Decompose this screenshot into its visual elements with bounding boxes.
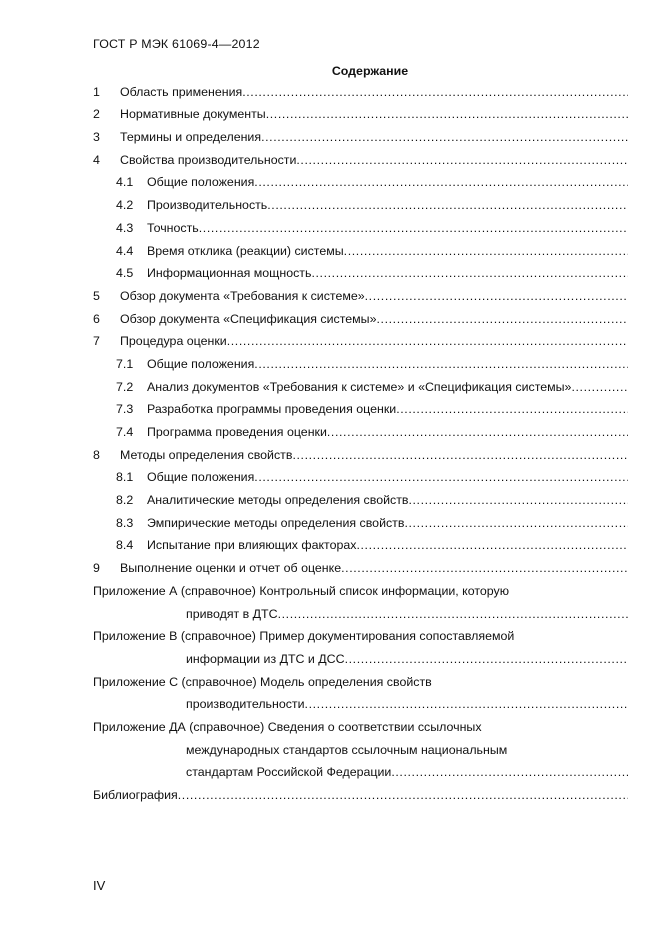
toc-entry-title: Выполнение оценки и отчет об оценке [120, 561, 342, 576]
dot-leader [408, 493, 628, 508]
dot-leader [396, 402, 628, 417]
toc-entry-title: Свойства производительности [120, 152, 297, 167]
toc-entry-title: Процедура оценки [120, 334, 227, 349]
dot-leader [242, 85, 628, 100]
table-of-contents [93, 81, 628, 807]
dot-leader [327, 425, 628, 440]
dot-leader [178, 788, 628, 803]
toc-entry-number: 8 [93, 447, 100, 462]
toc-entry-number: 4.3 [116, 220, 134, 235]
dot-leader [199, 221, 628, 236]
toc-entry-number: 8.2 [116, 493, 134, 508]
toc-entry-title: Методы определения свойств [120, 447, 293, 462]
toc-entry[interactable] [93, 331, 628, 354]
toc-entry-title: Область применения [120, 84, 243, 99]
toc-subentry[interactable] [93, 512, 628, 535]
toc-entry-number: 3 [93, 130, 100, 145]
appendix-title-line: Приложение В (справочное) Пример документирования сопоставляемой [93, 629, 515, 644]
dot-leader [292, 448, 628, 463]
toc-entry-title: Термины и определения [120, 130, 262, 145]
dot-leader [571, 380, 628, 395]
toc-subentry[interactable] [93, 376, 628, 399]
toc-entry-title: Время отклика (реакции) системы [147, 243, 344, 258]
toc-appendix-b[interactable] [93, 626, 628, 671]
toc-subentry[interactable] [93, 399, 628, 422]
toc-subentry[interactable] [93, 263, 628, 286]
toc-entry-number: 7.3 [116, 402, 134, 417]
toc-entry-number: 8.1 [116, 470, 134, 485]
appendix-title-line: Приложение С (справочное) Модель определения свойств [93, 674, 432, 689]
toc-entry-number: 8.3 [116, 515, 134, 530]
toc-entry-number: 4 [93, 152, 100, 167]
toc-entry-number: 6 [93, 311, 100, 326]
dot-leader [267, 198, 628, 213]
dot-leader [376, 312, 628, 327]
bibliography-title: Библиография [93, 788, 178, 802]
toc-appendix-c[interactable] [93, 671, 628, 716]
toc-entry-title: Эмпирические методы определения свойств [147, 515, 405, 530]
dot-leader [365, 289, 628, 304]
page-number: IV [93, 878, 106, 893]
appendix-title-line: международных стандартов ссылочным национальным [186, 742, 508, 757]
dot-leader [404, 516, 628, 531]
dot-leader [344, 244, 628, 259]
dot-leader [254, 470, 628, 485]
toc-entry-number: 2 [93, 107, 100, 122]
toc-entry[interactable] [93, 149, 628, 172]
toc-entry-number: 9 [93, 561, 100, 576]
toc-entry-title: Анализ документов «Требования к системе» и «Спецификация системы» [147, 379, 572, 394]
toc-entry-number: 7 [93, 334, 100, 349]
toc-entry-number: 4.1 [116, 175, 134, 190]
toc-subentry[interactable] [93, 172, 628, 195]
toc-entry-title: Аналитические методы определения свойств [147, 493, 409, 508]
toc-appendix-a[interactable] [93, 580, 628, 625]
document-header-id: ГОСТ Р МЭК 61069-4—2012 [93, 37, 260, 51]
toc-entry[interactable] [93, 104, 628, 127]
toc-subentry[interactable] [93, 489, 628, 512]
appendix-title-last-line: информации из ДТС и ДСС [186, 651, 345, 666]
toc-subentry[interactable] [93, 353, 628, 376]
toc-subentry[interactable] [93, 240, 628, 263]
toc-subentry[interactable] [93, 535, 628, 558]
toc-entry-number: 7.2 [116, 379, 134, 394]
toc-entry-title: Программа проведения оценки [147, 425, 327, 439]
toc-entry-title: Точность [147, 220, 199, 235]
toc-entry-number: 4.5 [116, 266, 134, 281]
toc-subentry[interactable] [93, 217, 628, 240]
toc-entry[interactable] [93, 285, 628, 308]
toc-entry-title: Испытание при влияющих факторах [147, 538, 357, 553]
appendix-title-last-line: производительности [186, 697, 305, 712]
dot-leader [278, 607, 628, 622]
toc-entry-title: Нормативные документы [120, 107, 266, 122]
toc-entry-title: Обзор документа «Требования к системе» [120, 288, 365, 303]
toc-subentry[interactable] [93, 467, 628, 490]
dot-leader [254, 175, 628, 190]
dot-leader [254, 357, 628, 372]
toc-entry[interactable] [93, 444, 628, 467]
appendix-title-line: Приложение А (справочное) Контрольный список информации, которую [93, 583, 510, 598]
dot-leader [305, 697, 628, 712]
toc-entry-number: 4.4 [116, 243, 134, 258]
toc-entry[interactable] [93, 308, 628, 331]
toc-entry-title: Общие положения [147, 175, 255, 190]
toc-bibliography[interactable] [93, 784, 628, 807]
toc-entry[interactable] [93, 557, 628, 580]
toc-entry-title: Разработка программы проведения оценки [147, 402, 397, 417]
toc-title: Содержание [331, 64, 409, 78]
dot-leader [296, 153, 628, 168]
dot-leader [341, 561, 628, 576]
toc-entry-title: Обзор документа «Спецификация системы» [120, 311, 377, 326]
toc-entry[interactable] [93, 126, 628, 149]
dot-leader [356, 538, 628, 553]
toc-entry-title: Информационная мощность [147, 266, 312, 281]
toc-appendix-da[interactable] [93, 716, 628, 784]
toc-entry-title: Общие положения [147, 470, 255, 485]
toc-entry-number: 1 [93, 84, 100, 99]
toc-entry-title: Общие положения [147, 356, 255, 371]
dot-leader [311, 266, 628, 281]
toc-subentry[interactable] [93, 194, 628, 217]
dot-leader [261, 130, 628, 145]
dot-leader [266, 107, 628, 122]
toc-entry-title: Производительность [147, 198, 268, 213]
dot-leader [227, 334, 628, 349]
appendix-title-last-line: приводят в ДТС [186, 606, 278, 621]
toc-entry-number: 7.1 [116, 356, 134, 371]
toc-entry-number: 5 [93, 288, 100, 303]
toc-subentry[interactable] [93, 421, 628, 444]
dot-leader [345, 652, 628, 667]
appendix-title-last-line: стандартам Российской Федерации [186, 765, 392, 780]
dot-leader [391, 765, 628, 780]
appendix-title-line: Приложение ДА (справочное) Сведения о соответствии ссылочных [93, 719, 482, 734]
toc-entry-number: 8.4 [116, 538, 134, 553]
toc-entry-number: 7.4 [116, 425, 134, 439]
toc-entry[interactable] [93, 81, 628, 104]
toc-entry-number: 4.2 [116, 198, 134, 213]
